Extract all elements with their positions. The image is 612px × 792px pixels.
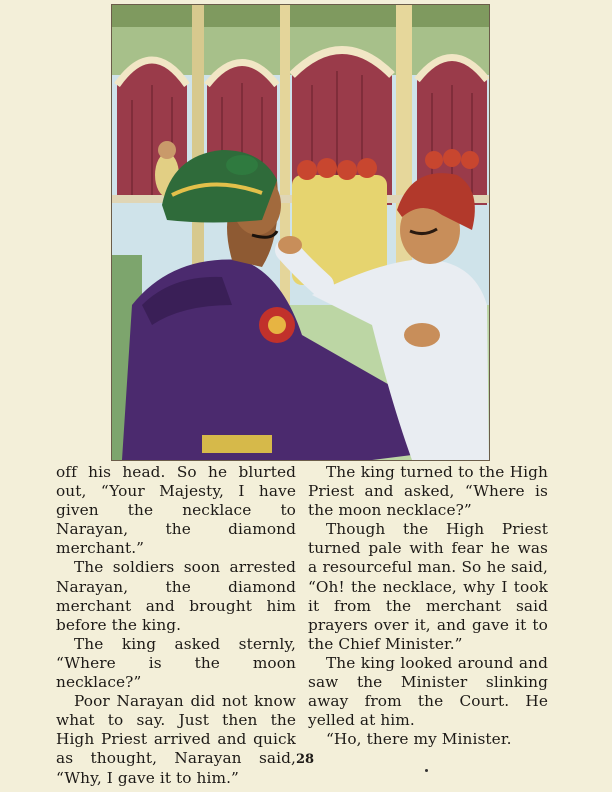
paragraph: The king asked sternly, “Where is the moon necklace?” xyxy=(56,634,296,692)
print-speck xyxy=(425,769,428,772)
paragraph: The king looked around and saw the Minister slinking away from the Court. He yelled at him. xyxy=(308,653,548,730)
paragraph: “Ho, there my Minister. xyxy=(326,730,512,749)
paragraph: Though the High Priest turned pale with fear he was a resourceful man. So he said, “Oh! the necklace, why I took it from the merchant said prayers over it, and gave it to the Chief Minister.” xyxy=(308,520,548,653)
paragraph: The king turned to the High Priest and asked, “Where is the moon necklace?” xyxy=(308,463,548,520)
story-illustration xyxy=(111,4,490,461)
paragraph: Poor Narayan did not know what to say. Just then the High Priest arrived and quick as thought, Narayan said, “Why, I gave it to him.” xyxy=(56,692,296,787)
page-number: 28 xyxy=(295,752,315,767)
paragraph: off his head. So he blurted out, “Your Majesty, I have given the necklace to Narayan, the diamond merchant.” xyxy=(56,463,296,558)
king-and-court-illustration xyxy=(112,5,489,460)
right-text-column xyxy=(308,463,548,749)
left-text-column xyxy=(56,463,296,788)
paragraph: The soldiers soon arrested Narayan, the diamond merchant and brought him before the king. xyxy=(56,558,296,634)
